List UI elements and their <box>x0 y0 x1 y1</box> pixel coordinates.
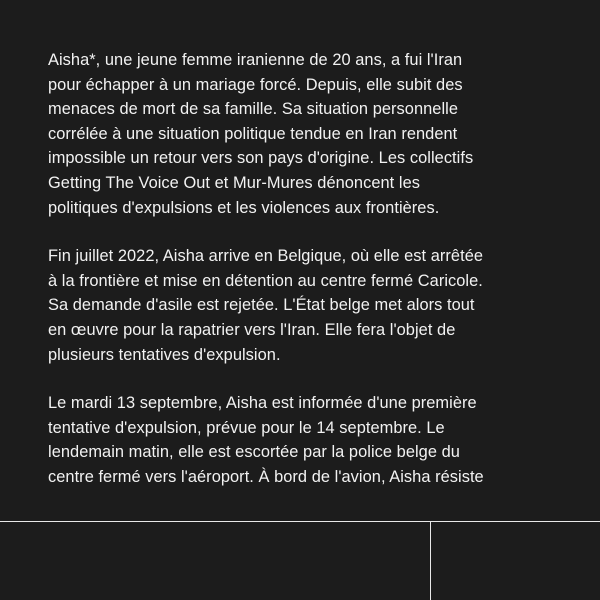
paragraph-intro <box>48 48 568 220</box>
article-body <box>48 48 568 514</box>
text-line: centre fermé vers l'aéroport. À bord de l'avion, Aisha résiste <box>48 467 484 486</box>
text-line: Fin juillet 2022, Aisha arrive en Belgique, où elle est arrêtée <box>48 247 484 266</box>
text-line: Le mardi 13 septembre, Aisha est informée d'une première <box>48 394 477 413</box>
footer-divider-vertical <box>430 521 431 600</box>
text-line: menaces de mort de sa famille. Sa situation personnelle <box>48 100 459 119</box>
text-line: en œuvre pour la rapatrier vers l'Iran. Elle fera l'objet de <box>48 320 456 339</box>
text-line: tentative d'expulsion, prévue pour le 14 septembre. Le <box>48 418 445 437</box>
text-line: à la frontière et mise en détention au centre fermé Caricole. <box>48 271 483 290</box>
text-line: impossible un retour vers son pays d'origine. Les collectifs <box>48 149 474 168</box>
footer-divider-horizontal <box>0 521 600 522</box>
text-line: politiques d'expulsions et les violences aux frontières. <box>48 198 440 217</box>
text-line: lendemain matin, elle est escortée par la police belge du <box>48 443 460 462</box>
paragraph-expulsion <box>48 391 568 489</box>
text-line: Aisha*, une jeune femme iranienne de 20 ans, a fui l'Iran <box>48 51 463 69</box>
text-line: Sa demande d'asile est rejetée. L'État belge met alors tout <box>48 296 475 315</box>
text-line: Getting The Voice Out et Mur-Mures dénoncent les <box>48 173 420 192</box>
text-line: corrélée à une situation politique tendue en Iran rendent <box>48 124 458 143</box>
text-line: pour échapper à un mariage forcé. Depuis, elle subit des <box>48 75 463 94</box>
text-line: plusieurs tentatives d'expulsion. <box>48 345 281 364</box>
paragraph-arrival <box>48 244 568 367</box>
